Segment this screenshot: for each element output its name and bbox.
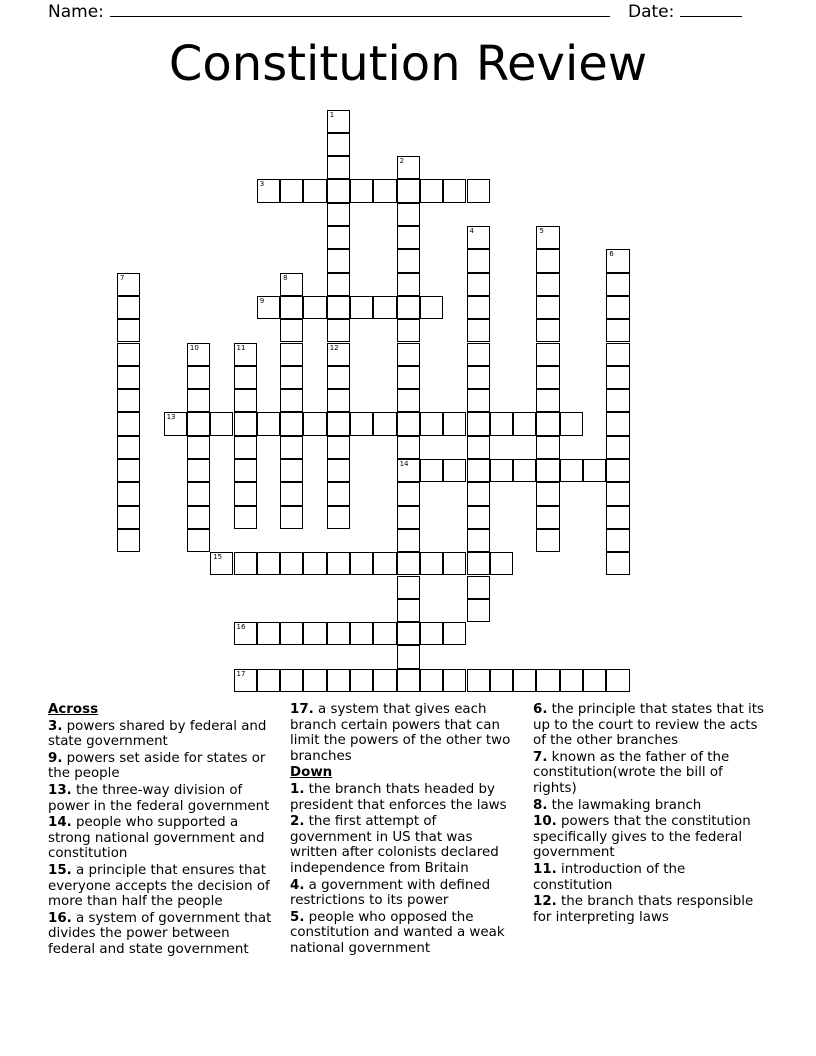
- grid-cell[interactable]: [303, 552, 326, 575]
- grid-cell[interactable]: [234, 669, 257, 692]
- clue-text: people who supported a strong national government and constitution: [48, 815, 265, 862]
- clue-text: known as the father of the constitution(wrote the bill of rights): [533, 749, 730, 796]
- grid-cell[interactable]: [560, 669, 583, 692]
- grid-cell[interactable]: [467, 669, 490, 692]
- grid-cell[interactable]: [350, 669, 373, 692]
- clue-number: 14: [399, 460, 409, 468]
- grid-cell[interactable]: [536, 296, 559, 319]
- grid-cell[interactable]: [280, 482, 303, 505]
- grid-cell[interactable]: [187, 436, 210, 459]
- grid-cell[interactable]: [373, 412, 396, 435]
- clue-number: 13: [166, 413, 176, 422]
- grid-cell[interactable]: [536, 482, 559, 505]
- clue-number: 16: [236, 623, 246, 632]
- grid-cell[interactable]: [187, 482, 210, 505]
- grid-cell[interactable]: [397, 669, 420, 692]
- clue-number: 11: [236, 343, 246, 352]
- grid-cell[interactable]: [467, 459, 490, 482]
- grid-cell[interactable]: [257, 296, 280, 319]
- grid-cell[interactable]: [536, 319, 559, 342]
- clue-text: powers set aside for states or the people: [48, 750, 266, 782]
- grid-cell[interactable]: [467, 296, 490, 319]
- grid-cell[interactable]: [327, 319, 350, 342]
- grid-cell[interactable]: [280, 669, 303, 692]
- grid-cell[interactable]: [327, 156, 350, 179]
- grid-cell[interactable]: [467, 412, 490, 435]
- clue-number: 9: [259, 296, 265, 305]
- grid-cell[interactable]: [397, 552, 420, 575]
- grid-cell[interactable]: [327, 622, 350, 645]
- grid-cell[interactable]: [490, 412, 513, 435]
- grid-cell[interactable]: [513, 459, 536, 482]
- grid-cell[interactable]: [606, 343, 629, 366]
- grid-cell[interactable]: [606, 669, 629, 692]
- clue-text: the lawmaking branch: [551, 797, 702, 813]
- grid-cell[interactable]: [536, 506, 559, 529]
- grid-cell[interactable]: [303, 179, 326, 202]
- grid-cell[interactable]: [234, 622, 257, 645]
- grid-cell[interactable]: [397, 179, 420, 202]
- clue-number: 9.: [48, 750, 63, 766]
- clue-down: [533, 894, 765, 925]
- grid-cell[interactable]: [234, 459, 257, 482]
- grid-cell[interactable]: [327, 110, 350, 133]
- name-label: Name:: [48, 2, 104, 22]
- grid-cell[interactable]: [373, 669, 396, 692]
- grid-cell[interactable]: [234, 552, 257, 575]
- grid-cell[interactable]: [467, 436, 490, 459]
- clue-text: a government with defined restrictions to its power: [290, 877, 491, 909]
- grid-cell[interactable]: [187, 343, 210, 366]
- grid-cell[interactable]: [606, 296, 629, 319]
- grid-cell[interactable]: [327, 389, 350, 412]
- grid-cell[interactable]: [234, 482, 257, 505]
- grid-cell[interactable]: [234, 343, 257, 366]
- grid-cell[interactable]: [117, 273, 140, 296]
- clue-column-1: [48, 702, 276, 959]
- grid-cell[interactable]: [536, 459, 559, 482]
- grid-cell[interactable]: [327, 273, 350, 296]
- grid-cell[interactable]: [210, 552, 233, 575]
- grid-cell[interactable]: [327, 669, 350, 692]
- grid-cell[interactable]: [606, 249, 629, 272]
- clue-down: [290, 878, 522, 909]
- grid-cell[interactable]: [467, 179, 490, 202]
- grid-cell[interactable]: [560, 459, 583, 482]
- grid-cell[interactable]: [467, 506, 490, 529]
- grid-cell[interactable]: [257, 179, 280, 202]
- grid-cell[interactable]: [467, 273, 490, 296]
- clue-number: 7: [120, 273, 125, 282]
- grid-cell[interactable]: [397, 389, 420, 412]
- grid-cell[interactable]: [560, 412, 583, 435]
- grid-cell[interactable]: [280, 436, 303, 459]
- grid-cell[interactable]: [280, 389, 303, 412]
- grid-cell[interactable]: [536, 343, 559, 366]
- grid-cell[interactable]: [117, 319, 140, 342]
- grid-cell[interactable]: [327, 482, 350, 505]
- grid-cell[interactable]: [280, 319, 303, 342]
- grid-cell[interactable]: [397, 645, 420, 668]
- grid-cell[interactable]: [327, 296, 350, 319]
- grid-cell[interactable]: [350, 179, 373, 202]
- grid-cell[interactable]: [210, 412, 233, 435]
- clue-number: 1.: [290, 781, 305, 797]
- grid-cell[interactable]: [257, 412, 280, 435]
- grid-cell[interactable]: [420, 296, 443, 319]
- clue-number: 15: [213, 553, 223, 562]
- grid-cell[interactable]: [467, 599, 490, 622]
- grid-cell[interactable]: [117, 366, 140, 389]
- page-title: Constitution Review: [168, 36, 648, 92]
- clue-down: [533, 814, 765, 861]
- clue-number: 10.: [533, 814, 557, 830]
- grid-cell[interactable]: [280, 459, 303, 482]
- clue-number: 3: [259, 180, 265, 189]
- grid-cell[interactable]: [234, 366, 257, 389]
- clue-section-heading: Across: [48, 702, 99, 717]
- grid-cell[interactable]: [397, 366, 420, 389]
- clue-section-heading: Down: [290, 765, 333, 781]
- grid-cell[interactable]: [536, 412, 559, 435]
- grid-cell[interactable]: [467, 482, 490, 505]
- grid-cell[interactable]: [350, 412, 373, 435]
- grid-cell[interactable]: [373, 622, 396, 645]
- clue-number: 14.: [48, 815, 72, 831]
- clue-number: 17: [236, 669, 246, 678]
- grid-cell[interactable]: [327, 506, 350, 529]
- clue-number: 3.: [48, 718, 63, 734]
- grid-cell[interactable]: [280, 552, 303, 575]
- grid-cell[interactable]: [327, 436, 350, 459]
- clue-across: [48, 751, 276, 782]
- grid-cell[interactable]: [327, 366, 350, 389]
- clue-number: 2: [399, 157, 405, 166]
- grid-cell[interactable]: [280, 412, 303, 435]
- grid-cell[interactable]: [397, 226, 420, 249]
- grid-cell[interactable]: [117, 436, 140, 459]
- clue-text: people who opposed the constitution and wanted a weak national government: [290, 909, 505, 956]
- grid-cell[interactable]: [373, 296, 396, 319]
- grid-cell[interactable]: [117, 459, 140, 482]
- clue-column-3: [533, 702, 765, 926]
- grid-cell[interactable]: [327, 179, 350, 202]
- grid-cell[interactable]: [327, 133, 350, 156]
- grid-cell[interactable]: [397, 482, 420, 505]
- grid-cell[interactable]: [327, 552, 350, 575]
- clue-number: 12.: [533, 894, 557, 910]
- grid-cell[interactable]: [467, 576, 490, 599]
- grid-cell[interactable]: [373, 552, 396, 575]
- clue-across: [48, 815, 276, 862]
- grid-cell[interactable]: [397, 156, 420, 179]
- clue-text: introduction of the constitution: [533, 861, 686, 893]
- grid-cell[interactable]: [490, 459, 513, 482]
- grid-cell[interactable]: [117, 412, 140, 435]
- grid-cell[interactable]: [420, 622, 443, 645]
- grid-cell[interactable]: [536, 273, 559, 296]
- grid-cell[interactable]: [583, 669, 606, 692]
- grid-cell[interactable]: [350, 552, 373, 575]
- grid-cell[interactable]: [164, 412, 187, 435]
- clue-text: the first attempt of government in US that was written after colonists declared independence from Britain: [290, 814, 499, 876]
- grid-cell[interactable]: [303, 669, 326, 692]
- grid-cell[interactable]: [327, 203, 350, 226]
- grid-cell[interactable]: [397, 296, 420, 319]
- clue-text: the branch thats responsible for interpreting laws: [533, 894, 754, 925]
- grid-cell[interactable]: [490, 552, 513, 575]
- clue-down: [290, 910, 522, 957]
- grid-cell[interactable]: [117, 296, 140, 319]
- grid-cell[interactable]: [420, 412, 443, 435]
- grid-cell[interactable]: [397, 319, 420, 342]
- grid-cell[interactable]: [397, 203, 420, 226]
- grid-cell[interactable]: [187, 529, 210, 552]
- clue-number: 8: [283, 273, 288, 282]
- grid-cell[interactable]: [536, 389, 559, 412]
- clue-number: 5.: [290, 909, 305, 925]
- clue-number: 6: [609, 250, 614, 259]
- grid-cell[interactable]: [234, 506, 257, 529]
- clue-text: a system of government that divides the power between federal and state government: [48, 910, 272, 957]
- grid-cell[interactable]: [536, 366, 559, 389]
- grid-cell[interactable]: [606, 529, 629, 552]
- grid-cell[interactable]: [280, 622, 303, 645]
- clue-text: the principle that states that its up to the court to review the acts of the other branches: [533, 702, 764, 749]
- grid-cell[interactable]: [397, 436, 420, 459]
- clue-down: [533, 750, 765, 797]
- grid-cell[interactable]: [280, 273, 303, 296]
- grid-cell[interactable]: [327, 249, 350, 272]
- clue-number: 7.: [533, 749, 548, 765]
- grid-cell[interactable]: [187, 412, 210, 435]
- grid-cell[interactable]: [606, 412, 629, 435]
- grid-cell[interactable]: [420, 552, 443, 575]
- grid-cell[interactable]: [583, 459, 606, 482]
- clue-number: 2.: [290, 814, 305, 830]
- grid-cell[interactable]: [327, 459, 350, 482]
- grid-cell[interactable]: [443, 552, 466, 575]
- grid-cell[interactable]: [117, 529, 140, 552]
- grid-cell[interactable]: [467, 343, 490, 366]
- grid-cell[interactable]: [397, 529, 420, 552]
- grid-cell[interactable]: [303, 412, 326, 435]
- clue-text: the three-way division of power in the federal government: [48, 782, 270, 814]
- grid-cell[interactable]: [257, 622, 280, 645]
- clue-across: [48, 783, 276, 814]
- date-label: Date:: [628, 2, 675, 22]
- clue-number: 4: [469, 227, 474, 235]
- clue-across: [48, 719, 276, 750]
- grid-cell[interactable]: [467, 552, 490, 575]
- clue-number: 10: [189, 343, 199, 352]
- grid-cell[interactable]: [187, 389, 210, 412]
- clue-number: 4.: [290, 877, 305, 893]
- grid-cell[interactable]: [536, 669, 559, 692]
- grid-cell[interactable]: [350, 622, 373, 645]
- clue-down: [533, 862, 765, 893]
- grid-cell[interactable]: [606, 482, 629, 505]
- grid-cell[interactable]: [117, 506, 140, 529]
- grid-cell[interactable]: [536, 249, 559, 272]
- grid-cell[interactable]: [303, 296, 326, 319]
- grid-cell[interactable]: [420, 669, 443, 692]
- clue-number: 11.: [533, 861, 557, 877]
- grid-cell[interactable]: [397, 506, 420, 529]
- grid-cell[interactable]: [606, 552, 629, 575]
- grid-cell[interactable]: [303, 622, 326, 645]
- grid-cell[interactable]: [327, 343, 350, 366]
- clue-across: [290, 702, 522, 764]
- grid-cell[interactable]: [280, 506, 303, 529]
- grid-cell[interactable]: [397, 249, 420, 272]
- grid-cell[interactable]: [467, 226, 490, 249]
- clue-down: [290, 814, 522, 876]
- grid-cell[interactable]: [606, 506, 629, 529]
- grid-cell[interactable]: [513, 412, 536, 435]
- grid-cell[interactable]: [606, 366, 629, 389]
- grid-cell[interactable]: [513, 669, 536, 692]
- grid-cell[interactable]: [117, 482, 140, 505]
- grid-cell[interactable]: [257, 669, 280, 692]
- grid-cell[interactable]: [280, 179, 303, 202]
- grid-cell[interactable]: [606, 459, 629, 482]
- grid-cell[interactable]: [536, 529, 559, 552]
- grid-cell[interactable]: [280, 343, 303, 366]
- grid-cell[interactable]: [606, 436, 629, 459]
- grid-cell[interactable]: [373, 179, 396, 202]
- grid-cell[interactable]: [397, 273, 420, 296]
- grid-cell[interactable]: [117, 343, 140, 366]
- grid-cell[interactable]: [397, 622, 420, 645]
- grid-cell[interactable]: [443, 459, 466, 482]
- grid-cell[interactable]: [606, 389, 629, 412]
- grid-cell[interactable]: [397, 459, 420, 482]
- grid-cell[interactable]: [350, 296, 373, 319]
- clue-text: a principle that ensures that everyone accepts the decision of more than half the people: [48, 862, 270, 910]
- grid-cell[interactable]: [280, 366, 303, 389]
- grid-cell[interactable]: [420, 179, 443, 202]
- clue-down: [533, 702, 765, 749]
- clue-number: 6.: [533, 702, 548, 717]
- grid-cell[interactable]: [443, 412, 466, 435]
- grid-cell[interactable]: [397, 599, 420, 622]
- clue-number: 13.: [48, 782, 72, 798]
- grid-cell[interactable]: [443, 669, 466, 692]
- clue-number: 17.: [290, 702, 314, 717]
- clue-number: 8.: [533, 797, 548, 813]
- clue-number: 12: [329, 343, 339, 352]
- clue-column-2: [290, 702, 522, 958]
- grid-cell[interactable]: [187, 366, 210, 389]
- grid-cell[interactable]: [536, 226, 559, 249]
- clue-down: [533, 798, 765, 814]
- grid-cell[interactable]: [397, 343, 420, 366]
- grid-cell[interactable]: [234, 389, 257, 412]
- grid-cell[interactable]: [443, 622, 466, 645]
- grid-cell[interactable]: [187, 506, 210, 529]
- grid-cell[interactable]: [536, 436, 559, 459]
- clue-down: [290, 782, 522, 813]
- grid-cell[interactable]: [443, 179, 466, 202]
- grid-cell[interactable]: [327, 226, 350, 249]
- clue-number: 16.: [48, 910, 72, 926]
- clue-number: 15.: [48, 862, 72, 878]
- clue-number: 1: [329, 110, 335, 119]
- grid-cell[interactable]: [187, 459, 210, 482]
- grid-cell[interactable]: [280, 296, 303, 319]
- grid-cell[interactable]: [234, 412, 257, 435]
- grid-cell[interactable]: [467, 529, 490, 552]
- grid-cell[interactable]: [467, 389, 490, 412]
- clue-across: [48, 911, 276, 958]
- grid-cell[interactable]: [490, 669, 513, 692]
- grid-cell[interactable]: [420, 459, 443, 482]
- clue-text: powers that the constitution specifically gives to the federal government: [533, 814, 751, 861]
- grid-cell[interactable]: [467, 249, 490, 272]
- clue-text: the branch thats headed by president that enforces the laws: [290, 781, 507, 813]
- grid-cell[interactable]: [234, 436, 257, 459]
- grid-cell[interactable]: [606, 319, 629, 342]
- grid-cell[interactable]: [467, 319, 490, 342]
- grid-cell[interactable]: [606, 273, 629, 296]
- clue-across: [48, 863, 276, 910]
- grid-cell[interactable]: [117, 389, 140, 412]
- grid-cell[interactable]: [257, 552, 280, 575]
- clue-text: a system that gives each branch certain powers that can limit the powers of the other two branches: [290, 702, 511, 764]
- clue-text: powers shared by federal and state government: [48, 718, 267, 750]
- grid-cell[interactable]: [397, 576, 420, 599]
- grid-cell[interactable]: [397, 412, 420, 435]
- clue-number: 5: [539, 227, 544, 235]
- grid-cell[interactable]: [327, 412, 350, 435]
- grid-cell[interactable]: [467, 366, 490, 389]
